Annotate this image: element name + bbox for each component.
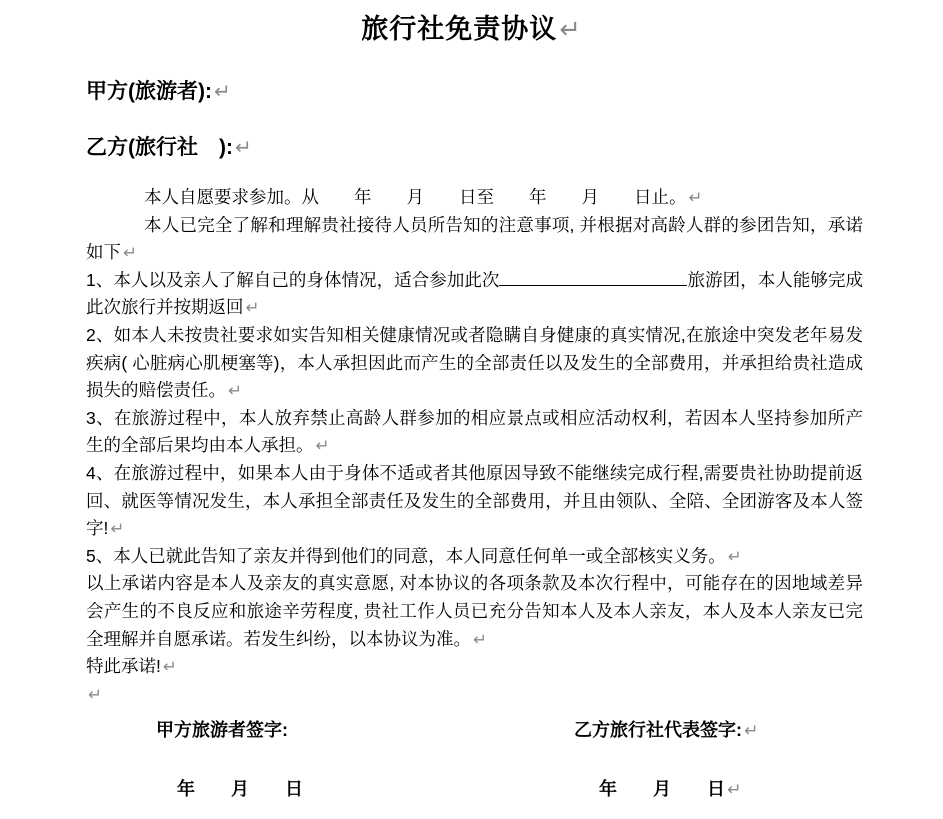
item-3-text: 3、在旅游过程中，本人放弃禁止高龄人群参加的相应景点或相应活动权利，若因本人坚持参加所产生的全部后果均由本人承担。: [86, 407, 863, 456]
paragraph-intro-1: [86, 184, 863, 212]
document-body: [86, 184, 863, 708]
pilcrow-mark: ↵: [110, 519, 125, 539]
party-b-date-text: 年 月 日: [599, 779, 725, 799]
party-a-date-text: 年 月 日: [177, 779, 303, 799]
party-a-heading: [86, 77, 943, 106]
pilcrow-mark: ↵: [473, 629, 487, 649]
party-b-signature-label: [574, 717, 758, 744]
document-title-text: 旅行社免责协议: [361, 14, 558, 44]
party-a-date-line: [177, 776, 303, 802]
paragraph-item-5: [86, 543, 863, 571]
pilcrow-mark: ↵: [559, 15, 582, 45]
party-a-label: 甲方(旅游者):: [86, 80, 212, 103]
item-2-text: 2、如本人未按贵社要求如实告知相关健康情况或者隐瞒自身健康的真实情况,在旅途中突发老年易发疾病( 心脏病心肌梗塞等)，本人承担因此而产生的全部责任以及发生的全部费用，并承担给贵社造成损失的赔偿责任。: [86, 324, 863, 401]
closing-text: 以上承诺内容是本人及亲友的真实意愿, 对本协议的各项条款及本次行程中，可能存在的因地域差异会产生的不良反应和旅途辛劳程度, 贵社工作人员已充分告知本人及本人亲友，本人及本人亲友已完全理解并自愿承诺。若发生纠纷，以本协议为准。: [86, 573, 863, 649]
pilcrow-mark: ↵: [213, 79, 231, 103]
paragraph-item-1: [86, 267, 863, 322]
paragraph-item-2: [86, 322, 863, 405]
pilcrow-mark: ↵: [123, 243, 137, 263]
promise-text: 特此承诺!: [86, 656, 161, 677]
paragraph-intro-2: [86, 212, 863, 267]
fill-in-blank[interactable]: [499, 270, 687, 286]
party-b-label: 乙方(旅行社 ):: [86, 136, 233, 159]
paragraph-closing: [86, 570, 863, 653]
paragraph-item-4: [86, 460, 863, 543]
intro-2-text: 本人已完全了解和理解贵社接待人员所告知的注意事项, 并根据对高龄人群的参团告知，承诺如下: [86, 214, 863, 263]
item-1-text-post: 旅游团，本人能够完成此次旅行并按期返回: [86, 269, 864, 318]
document-title: [0, 0, 943, 47]
party-b-heading: [86, 133, 943, 162]
paragraph-promise: [86, 653, 863, 681]
pilcrow-mark: ↵: [162, 657, 177, 677]
intro-1-text: 本人自愿要求参加。从 年 月 日至 年 月 日止。: [144, 187, 687, 207]
item-1-text-pre: 1、本人以及亲人了解自己的身体情况，适合参加此次: [86, 269, 500, 290]
paragraph-item-3: [86, 405, 863, 460]
pilcrow-mark: ↵: [727, 546, 742, 566]
item-4-text: 4、在旅游过程中，如果本人由于身体不适或者其他原因导致不能继续完成行程,需要贵社协助提前返回、就医等情况发生，本人承担全部责任及发生的全部费用，并且由领队、全陪、全团游客及本人签字!: [86, 462, 863, 539]
party-b-signature-text: 乙方旅行社代表签字:: [574, 720, 742, 740]
item-5-text: 5、本人已就此告知了亲友并得到他们的同意，本人同意任何单一或全部核实义务。: [86, 545, 726, 566]
pilcrow-mark: ↵: [727, 780, 742, 800]
pilcrow-mark: ↵: [744, 721, 759, 741]
pilcrow-mark: ↵: [234, 135, 252, 159]
pilcrow-mark: ↵: [688, 188, 703, 207]
pilcrow-mark: ↵: [245, 298, 260, 318]
pilcrow-mark: ↵: [88, 684, 102, 704]
pilcrow-mark: ↵: [315, 436, 330, 456]
paragraph-empty: [86, 681, 863, 709]
pilcrow-mark: ↵: [228, 381, 242, 401]
party-a-signature-label: [156, 717, 288, 743]
party-a-signature-text: 甲方旅游者签字:: [156, 720, 288, 740]
party-b-date-line: [599, 776, 741, 803]
